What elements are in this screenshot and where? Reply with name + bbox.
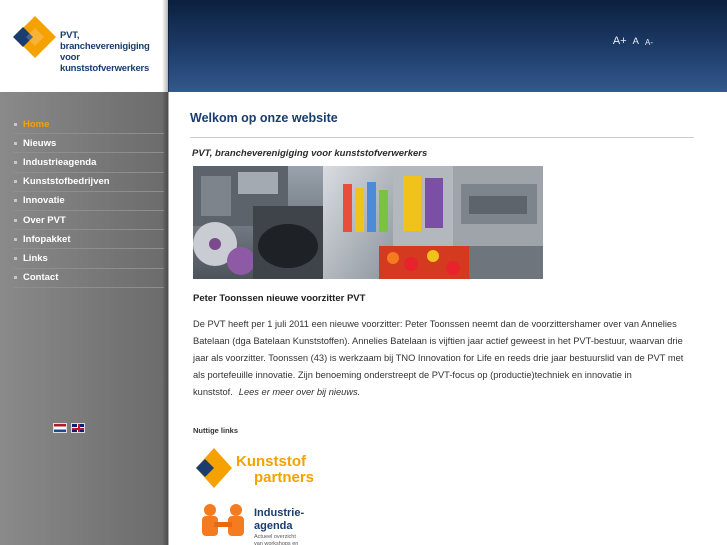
- sidebar-item-label: Nieuws: [23, 137, 57, 149]
- sidebar-item-over-pvt[interactable]: [14, 211, 164, 230]
- sidebar-item-label: Infopakket: [23, 233, 71, 245]
- nav-bullet-icon: [14, 180, 17, 183]
- kunststof-partners-logo: [196, 446, 336, 490]
- useful-links-heading: Nuttige links: [193, 426, 239, 435]
- nav-bullet-icon: [14, 219, 17, 222]
- logo-line-2: voor kunststofverwerkers: [60, 52, 150, 74]
- agenda-logo-line2: agenda: [254, 520, 293, 532]
- main-navigation: [14, 115, 164, 288]
- page-subtitle: PVT, brancheverenigiging voor kunststofverwerkers: [192, 148, 428, 159]
- nav-bullet-icon: [14, 123, 17, 126]
- sidebar-item-label: Contact: [23, 272, 59, 284]
- agenda-logo-line3: Actueel overzicht: [254, 534, 296, 540]
- sidebar-item-infopakket[interactable]: [14, 230, 164, 249]
- sidebar-item-links[interactable]: [14, 249, 164, 268]
- flag-en-icon[interactable]: [71, 423, 85, 433]
- language-switcher: [53, 423, 85, 433]
- sidebar-item-label: Over PVT: [23, 214, 66, 226]
- main-content: [168, 92, 727, 545]
- sidebar-item-home[interactable]: [14, 115, 164, 134]
- kunststof-logo-line2: partners: [254, 469, 315, 486]
- nav-bullet-icon: [14, 257, 17, 260]
- news-body: [193, 316, 691, 401]
- nav-bullet-icon: [14, 142, 17, 145]
- sidebar: [0, 92, 168, 545]
- sidebar-item-label: Industrieagenda: [23, 156, 97, 168]
- agenda-logo-line4: van workshops en: [254, 541, 299, 545]
- logo-line-1: PVT, brancheverenigiging: [60, 30, 150, 52]
- sidebar-item-industrieagenda[interactable]: [14, 153, 164, 172]
- nav-bullet-icon: [14, 199, 17, 202]
- industrie-agenda-logo: [196, 502, 336, 545]
- pvt-logo-icon: [12, 14, 58, 60]
- collage-graphic: [193, 166, 543, 279]
- nav-bullet-icon: [14, 276, 17, 279]
- font-increase-button[interactable]: A+: [612, 35, 627, 47]
- nav-bullet-icon: [14, 238, 17, 241]
- news-title: Peter Toonssen nieuwe voorzitter PVT: [193, 293, 366, 304]
- flag-nl-icon[interactable]: [53, 423, 67, 433]
- sidebar-item-nieuws[interactable]: [14, 134, 164, 153]
- industrie-agenda-link[interactable]: [196, 502, 336, 545]
- title-divider: [190, 137, 694, 138]
- sidebar-item-label: Innovatie: [23, 195, 65, 207]
- header-banner: [168, 0, 727, 92]
- nav-bullet-icon: [14, 161, 17, 164]
- sidebar-item-label: Home: [23, 118, 50, 130]
- page-title: Welkom op onze website: [190, 111, 338, 125]
- kunststof-logo-line1: Kunststof: [236, 453, 306, 470]
- read-more-link[interactable]: Lees er meer over bij nieuws.: [238, 387, 361, 397]
- logo-text: [60, 30, 168, 74]
- font-size-controls: [613, 35, 653, 47]
- font-decrease-button[interactable]: A-: [645, 38, 653, 47]
- sidebar-item-label: Links: [23, 252, 48, 264]
- kunststof-partners-link[interactable]: [196, 446, 336, 490]
- sidebar-item-contact[interactable]: [14, 269, 164, 288]
- sidebar-item-innovatie[interactable]: [14, 192, 164, 211]
- sidebar-item-kunststofbedrijven[interactable]: [14, 173, 164, 192]
- agenda-logo-line1: Industrie-: [254, 507, 305, 519]
- font-normal-button[interactable]: A: [632, 36, 639, 47]
- sidebar-item-label: Kunststofbedrijven: [23, 176, 110, 188]
- industry-collage-image: [193, 166, 543, 279]
- news-text: De PVT heeft per 1 juli 2011 een nieuwe voorzitter: Peter Toonssen neemt dan de voorzittershamer over van Annelies Batelaan (dga Batelaan Kunststoffen). Annelies Batelaan is vijftien jaar actief geweest in het PVT-bestuur, waarvan drie jaar als voorzitter. Toonssen (43) is werkzaam bij TNO Innovation for Life en reeds drie jaar bestuurslid van de PVT met als portefeuille innovatie. Zijn benoeming onderstreept de PVT-focus op (productie)techniek en innovatie in kunststof.: [193, 319, 684, 397]
- logo[interactable]: [0, 0, 168, 92]
